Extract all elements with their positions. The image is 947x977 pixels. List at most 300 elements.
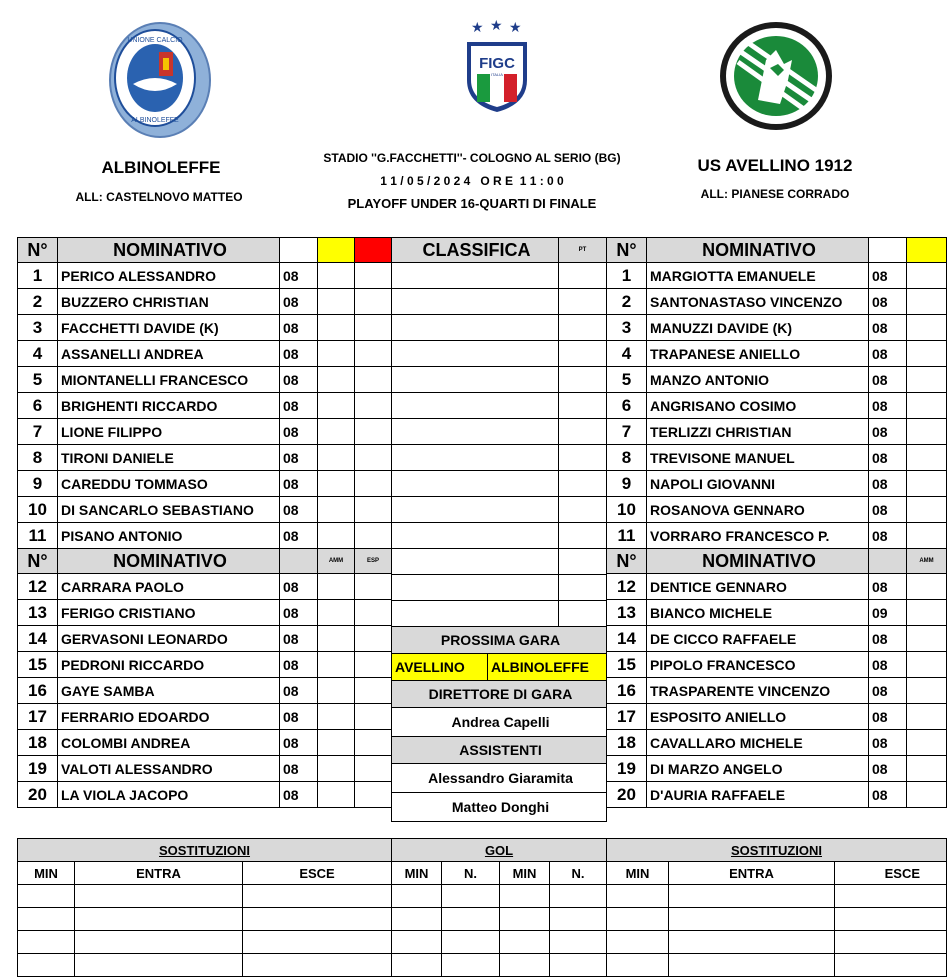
home-sub-number: 17 — [18, 704, 58, 730]
gol-cell[interactable] — [550, 931, 607, 954]
away-sub-cell[interactable] — [669, 954, 835, 977]
gol-cell[interactable] — [392, 908, 442, 931]
home-sub-cell[interactable] — [75, 885, 243, 908]
gol-min-header-2: MIN — [500, 862, 550, 885]
home-sub-name: LA VIOLA JACOPO — [58, 782, 280, 808]
home-starter-card-cell[interactable] — [318, 445, 355, 471]
away-starter-name: TERLIZZI CHRISTIAN — [647, 419, 869, 445]
away-sub-row — [607, 704, 947, 730]
away-starter-number: 11 — [607, 523, 647, 549]
away-starter-name: SANTONASTASO VINCENZO — [647, 289, 869, 315]
away-starter-row — [607, 341, 947, 367]
away-starter-card-cell[interactable] — [907, 419, 947, 445]
gol-cell[interactable] — [442, 908, 500, 931]
home-starter-name: BRIGHENTI RICCARDO — [58, 393, 280, 419]
goals-label: GOL — [484, 842, 514, 858]
home-team-name: ALBINOLEFFE — [101, 158, 221, 177]
home-sub-number: 18 — [18, 730, 58, 756]
home-starter-card-cell[interactable] — [355, 419, 392, 445]
gol-cell[interactable] — [550, 908, 607, 931]
figc-logo-text: FIGC — [479, 55, 515, 72]
home-sub-row — [18, 704, 392, 730]
home-sub-name: VALOTI ALESSANDRO — [58, 756, 280, 782]
away-starter-card-cell[interactable] — [907, 263, 947, 289]
away-sub-cell[interactable] — [607, 885, 669, 908]
away-starter-row — [607, 497, 947, 523]
home-header-name: NOMINATIVO — [58, 238, 280, 263]
classifica-team-cell[interactable] — [392, 393, 559, 419]
home-sub-row — [18, 756, 392, 782]
away-sub-name: PIPOLO FRANCESCO — [647, 652, 869, 678]
next-match-away: ALBINOLEFFE — [488, 654, 607, 681]
gol-cell[interactable] — [392, 954, 442, 977]
home-starter-card-cell[interactable] — [318, 393, 355, 419]
away-starter-row — [607, 419, 947, 445]
away-sub-card-cell[interactable] — [907, 782, 947, 808]
away-starter-name: MARGIOTTA EMANUELE — [647, 263, 869, 289]
match-stadium: STADIO ''G.FACCHETTI''- COLOGNO AL SERIO (BG) — [323, 151, 621, 165]
classifica-pt-cell[interactable] — [559, 497, 607, 523]
away-sub-name: DENTICE GENNARO — [647, 574, 869, 600]
home-starter-row — [18, 315, 392, 341]
home-starter-row — [18, 367, 392, 393]
home-header-num: N° — [18, 238, 58, 263]
home-starter-card-cell[interactable] — [318, 289, 355, 315]
gol-cell[interactable] — [442, 954, 500, 977]
away-starter-row — [607, 315, 947, 341]
away-sub-card-cell[interactable] — [907, 704, 947, 730]
home-sub-entra-header: ENTRA — [75, 862, 243, 885]
home-sub-year: 08 — [280, 678, 318, 704]
away-starter-row — [607, 393, 947, 419]
away-sub-cell[interactable] — [835, 908, 947, 931]
away-sub-card-cell[interactable] — [907, 652, 947, 678]
home-sub-card-cell[interactable] — [355, 730, 392, 756]
classifica-pt-cell[interactable] — [559, 341, 607, 367]
away-sub-cell[interactable] — [607, 908, 669, 931]
home-starter-card-cell[interactable] — [318, 523, 355, 549]
classifica-team-cell[interactable] — [392, 289, 559, 315]
gol-cell[interactable] — [550, 885, 607, 908]
away-starter-card-cell[interactable] — [907, 523, 947, 549]
home-starter-card-cell[interactable] — [355, 523, 392, 549]
away-sub-row — [607, 574, 947, 600]
classifica-pt-cell[interactable] — [559, 575, 607, 601]
home-sub-name: COLOMBI ANDREA — [58, 730, 280, 756]
away-sub-name: ESPOSITO ANIELLO — [647, 704, 869, 730]
away-sub-entra-header: ENTRA — [669, 862, 835, 885]
home-starter-name: CAREDDU TOMMASO — [58, 471, 280, 497]
classifica-pt-cell[interactable] — [559, 263, 607, 289]
classifica-team-cell[interactable] — [392, 341, 559, 367]
classifica-pt-cell[interactable] — [559, 601, 607, 627]
home-starter-card-cell[interactable] — [355, 445, 392, 471]
classifica-pt-cell[interactable] — [559, 367, 607, 393]
away-starter-year: 08 — [869, 523, 907, 549]
away-starter-year: 08 — [869, 289, 907, 315]
home-yellow-card-header — [318, 238, 355, 263]
home-esp-header: ESP — [355, 549, 392, 574]
goals-title — [392, 839, 607, 862]
home-starter-card-cell[interactable] — [355, 263, 392, 289]
classifica-pt-cell[interactable] — [559, 393, 607, 419]
classifica-team-cell[interactable] — [392, 445, 559, 471]
away-starter-row — [607, 289, 947, 315]
home-sub-row — [18, 626, 392, 652]
gol-cell[interactable] — [392, 931, 442, 954]
home-coach: ALL: CASTELNOVO MATTEO — [75, 190, 243, 204]
away-starter-card-cell[interactable] — [907, 497, 947, 523]
away-sub-card-cell[interactable] — [907, 730, 947, 756]
classifica-team-cell[interactable] — [392, 575, 559, 601]
home-sub-card-cell[interactable] — [355, 756, 392, 782]
away-starter-number: 7 — [607, 419, 647, 445]
gol-cell[interactable] — [500, 885, 550, 908]
home-subs-header-year — [280, 549, 318, 574]
home-starter-year: 08 — [280, 315, 318, 341]
home-starter-row — [18, 445, 392, 471]
away-subs-header-year — [869, 549, 907, 574]
away-starter-row — [607, 367, 947, 393]
away-sub-name: D'AURIA RAFFAELE — [647, 782, 869, 808]
home-sub-year: 08 — [280, 756, 318, 782]
gol-min-header-1: MIN — [392, 862, 442, 885]
home-starter-card-cell[interactable] — [318, 341, 355, 367]
gol-n-header-1: N. — [442, 862, 500, 885]
home-starter-card-cell[interactable] — [355, 367, 392, 393]
away-coach: ALL: PIANESE CORRADO — [700, 187, 850, 201]
away-sub-cell[interactable] — [835, 931, 947, 954]
away-header-num: N° — [607, 238, 647, 263]
home-starter-card-cell[interactable] — [355, 393, 392, 419]
albinoleffe-logo — [107, 20, 213, 140]
home-sub-name: FERIGO CRISTIANO — [58, 600, 280, 626]
home-starter-name: PISANO ANTONIO — [58, 523, 280, 549]
away-starter-number: 5 — [607, 367, 647, 393]
assistant-2: Matteo Donghi — [392, 793, 607, 822]
svg-text:★: ★ — [509, 19, 522, 35]
away-starter-card-cell[interactable] — [907, 471, 947, 497]
home-starter-name: TIRONI DANIELE — [58, 445, 280, 471]
classifica-team-cell[interactable] — [392, 367, 559, 393]
home-starter-card-cell[interactable] — [355, 315, 392, 341]
classifica-pt-cell[interactable] — [559, 419, 607, 445]
away-starter-name: MANZO ANTONIO — [647, 367, 869, 393]
home-sub-card-cell[interactable] — [318, 730, 355, 756]
away-sub-card-cell[interactable] — [907, 756, 947, 782]
classifica-pt-cell[interactable] — [559, 445, 607, 471]
away-starter-year: 08 — [869, 445, 907, 471]
home-starter-number: 11 — [18, 523, 58, 549]
away-sub-number: 16 — [607, 678, 647, 704]
away-sub-esce-header: ESCE — [835, 862, 947, 885]
home-sub-row — [18, 782, 392, 808]
away-sub-cell[interactable] — [669, 885, 835, 908]
away-lineup-table — [606, 237, 947, 808]
away-sub-year: 08 — [869, 678, 907, 704]
referee-name: Andrea Capelli — [392, 708, 607, 737]
classifica-team-cell[interactable] — [392, 419, 559, 445]
away-starter-number: 9 — [607, 471, 647, 497]
albinoleffe-logo-bottom-text: ALBINOLEFFE — [131, 117, 179, 124]
home-sub-cell[interactable] — [243, 931, 392, 954]
away-sub-year: 08 — [869, 652, 907, 678]
home-sub-number: 20 — [18, 782, 58, 808]
away-starter-number: 8 — [607, 445, 647, 471]
classifica-team-cell[interactable] — [392, 263, 559, 289]
home-starter-card-cell[interactable] — [355, 471, 392, 497]
home-sub-name: FERRARIO EDOARDO — [58, 704, 280, 730]
away-sub-card-cell[interactable] — [907, 626, 947, 652]
classifica-pt-cell[interactable] — [559, 289, 607, 315]
home-sub-row — [18, 574, 392, 600]
home-starter-card-cell[interactable] — [355, 289, 392, 315]
away-subs-header-name: NOMINATIVO — [647, 549, 869, 574]
pt-header: PT — [559, 238, 607, 263]
gol-cell[interactable] — [500, 931, 550, 954]
away-sub-number: 12 — [607, 574, 647, 600]
match-competition: PLAYOFF UNDER 16-QUARTI DI FINALE — [347, 196, 597, 211]
home-sub-card-cell[interactable] — [355, 782, 392, 808]
classifica-team-cell[interactable] — [392, 523, 559, 549]
away-sub-row — [607, 600, 947, 626]
away-sub-year: 08 — [869, 782, 907, 808]
home-starter-name: FACCHETTI DAVIDE (K) — [58, 315, 280, 341]
classifica-pt-cell[interactable] — [559, 549, 607, 575]
away-subs-header-num: N° — [607, 549, 647, 574]
away-header-year — [869, 238, 907, 263]
home-red-card-header — [355, 238, 392, 263]
away-sub-name: DE CICCO RAFFAELE — [647, 626, 869, 652]
home-starter-year: 08 — [280, 471, 318, 497]
home-starter-row — [18, 523, 392, 549]
gol-cell[interactable] — [442, 885, 500, 908]
home-starter-number: 1 — [18, 263, 58, 289]
classifica-pt-cell[interactable] — [559, 471, 607, 497]
home-sub-name: GAYE SAMBA — [58, 678, 280, 704]
home-sub-year: 08 — [280, 626, 318, 652]
away-starter-card-cell[interactable] — [907, 367, 947, 393]
home-sub-cell[interactable] — [75, 954, 243, 977]
home-sub-cell[interactable] — [243, 908, 392, 931]
home-sub-cell[interactable] — [18, 954, 75, 977]
home-sub-row — [18, 678, 392, 704]
home-starter-name: MIONTANELLI FRANCESCO — [58, 367, 280, 393]
away-sub-row — [607, 782, 947, 808]
away-starter-year: 08 — [869, 341, 907, 367]
classifica-pt-cell[interactable] — [559, 523, 607, 549]
away-starter-number: 6 — [607, 393, 647, 419]
away-starter-card-cell[interactable] — [907, 315, 947, 341]
home-sub-name: CARRARA PAOLO — [58, 574, 280, 600]
classifica-team-cell[interactable] — [392, 601, 559, 627]
home-substitutions-label: SOSTITUZIONI — [159, 842, 251, 858]
away-starter-year: 08 — [869, 497, 907, 523]
home-starter-card-cell[interactable] — [355, 497, 392, 523]
home-amm-header: AMM — [318, 549, 355, 574]
home-starter-row — [18, 471, 392, 497]
away-starter-year: 08 — [869, 263, 907, 289]
home-starter-number: 6 — [18, 393, 58, 419]
away-starter-year: 08 — [869, 315, 907, 341]
away-sub-number: 20 — [607, 782, 647, 808]
away-starter-card-cell[interactable] — [907, 393, 947, 419]
home-sub-year: 08 — [280, 782, 318, 808]
away-sub-cell[interactable] — [835, 885, 947, 908]
home-sub-cell[interactable] — [18, 931, 75, 954]
classifica-team-cell[interactable] — [392, 471, 559, 497]
home-sub-cell[interactable] — [18, 885, 75, 908]
home-starter-name: PERICO ALESSANDRO — [58, 263, 280, 289]
away-sub-number: 17 — [607, 704, 647, 730]
home-sub-card-cell[interactable] — [355, 626, 392, 652]
away-sub-year: 08 — [869, 574, 907, 600]
gol-cell[interactable] — [550, 954, 607, 977]
home-sub-cell[interactable] — [243, 885, 392, 908]
home-starter-number: 8 — [18, 445, 58, 471]
home-starter-number: 9 — [18, 471, 58, 497]
home-sub-card-cell[interactable] — [318, 756, 355, 782]
home-starter-year: 08 — [280, 263, 318, 289]
away-sub-cell[interactable] — [669, 908, 835, 931]
home-starter-year: 08 — [280, 367, 318, 393]
home-starter-name: ASSANELLI ANDREA — [58, 341, 280, 367]
home-substitutions-table — [17, 838, 392, 977]
away-starter-name: ANGRISANO COSIMO — [647, 393, 869, 419]
home-sub-number: 14 — [18, 626, 58, 652]
home-sub-cell[interactable] — [243, 954, 392, 977]
home-starter-year: 08 — [280, 289, 318, 315]
away-starter-year: 08 — [869, 471, 907, 497]
gol-cell[interactable] — [500, 908, 550, 931]
away-starter-number: 4 — [607, 341, 647, 367]
away-starter-year: 08 — [869, 393, 907, 419]
home-sub-year: 08 — [280, 652, 318, 678]
home-starter-number: 3 — [18, 315, 58, 341]
home-starter-year: 08 — [280, 523, 318, 549]
away-sub-row — [607, 626, 947, 652]
away-sub-number: 19 — [607, 756, 647, 782]
away-sub-year: 08 — [869, 704, 907, 730]
home-sub-card-cell[interactable] — [318, 626, 355, 652]
classifica-pt-cell[interactable] — [559, 315, 607, 341]
away-starter-name: TRAPANESE ANIELLO — [647, 341, 869, 367]
home-sub-cell[interactable] — [75, 908, 243, 931]
referee-title: DIRETTORE DI GARA — [392, 681, 607, 708]
away-sub-card-cell[interactable] — [907, 678, 947, 704]
home-sub-number: 19 — [18, 756, 58, 782]
away-sub-year: 08 — [869, 626, 907, 652]
home-sub-card-cell[interactable] — [355, 652, 392, 678]
home-starter-name: DI SANCARLO SEBASTIANO — [58, 497, 280, 523]
svg-text:★: ★ — [471, 19, 484, 35]
away-sub-name: CAVALLARO MICHELE — [647, 730, 869, 756]
home-starter-number: 7 — [18, 419, 58, 445]
home-sub-cell[interactable] — [75, 931, 243, 954]
home-starter-card-cell[interactable] — [318, 419, 355, 445]
home-starter-card-cell[interactable] — [318, 497, 355, 523]
home-sub-number: 15 — [18, 652, 58, 678]
classifica-team-cell[interactable] — [392, 497, 559, 523]
away-sub-row — [607, 730, 947, 756]
home-sub-card-cell[interactable] — [355, 574, 392, 600]
away-sub-cell[interactable] — [669, 931, 835, 954]
home-sub-card-cell[interactable] — [355, 600, 392, 626]
home-starter-year: 08 — [280, 393, 318, 419]
home-sub-year: 08 — [280, 600, 318, 626]
home-sub-card-cell[interactable] — [318, 678, 355, 704]
away-starter-year: 08 — [869, 367, 907, 393]
away-starter-row — [607, 523, 947, 549]
away-substitutions-label: SOSTITUZIONI — [731, 842, 823, 858]
away-sub-card-cell[interactable] — [907, 600, 947, 626]
home-sub-card-cell[interactable] — [318, 600, 355, 626]
home-starter-card-cell[interactable] — [318, 367, 355, 393]
away-header-name: NOMINATIVO — [647, 238, 869, 263]
away-starter-card-cell[interactable] — [907, 289, 947, 315]
next-match-home: AVELLINO — [392, 654, 488, 681]
home-starter-card-cell[interactable] — [318, 263, 355, 289]
away-sub-cell[interactable] — [835, 954, 947, 977]
home-starter-row — [18, 341, 392, 367]
home-sub-year: 08 — [280, 704, 318, 730]
home-starter-year: 08 — [280, 497, 318, 523]
away-amm-header: AMM — [907, 549, 947, 574]
home-sub-cell[interactable] — [18, 908, 75, 931]
classifica-team-cell[interactable] — [392, 315, 559, 341]
home-starter-year: 08 — [280, 341, 318, 367]
away-sub-number: 14 — [607, 626, 647, 652]
avellino-logo — [718, 20, 834, 132]
figc-logo — [455, 18, 539, 114]
home-sub-card-cell[interactable] — [318, 652, 355, 678]
home-starter-card-cell[interactable] — [318, 315, 355, 341]
home-starter-card-cell[interactable] — [355, 341, 392, 367]
home-subs-header-name: NOMINATIVO — [58, 549, 280, 574]
away-starter-number: 1 — [607, 263, 647, 289]
home-subs-header-num: N° — [18, 549, 58, 574]
away-sub-name: DI MARZO ANGELO — [647, 756, 869, 782]
home-sub-min-header: MIN — [18, 862, 75, 885]
away-sub-card-cell[interactable] — [907, 574, 947, 600]
away-sub-cell[interactable] — [607, 931, 669, 954]
home-sub-card-cell[interactable] — [355, 678, 392, 704]
away-sub-cell[interactable] — [607, 954, 669, 977]
home-sub-card-cell[interactable] — [318, 782, 355, 808]
home-starter-card-cell[interactable] — [318, 471, 355, 497]
gol-cell[interactable] — [392, 885, 442, 908]
goals-table — [391, 838, 607, 977]
gol-cell[interactable] — [500, 954, 550, 977]
home-lineup-table — [17, 237, 392, 808]
away-sub-min-header: MIN — [607, 862, 669, 885]
home-starter-number: 2 — [18, 289, 58, 315]
home-sub-card-cell[interactable] — [318, 704, 355, 730]
away-starter-number: 3 — [607, 315, 647, 341]
away-sub-name: TRASPARENTE VINCENZO — [647, 678, 869, 704]
away-starter-card-cell[interactable] — [907, 445, 947, 471]
home-sub-card-cell[interactable] — [318, 574, 355, 600]
classifica-team-cell[interactable] — [392, 549, 559, 575]
home-starter-row — [18, 419, 392, 445]
away-starter-card-cell[interactable] — [907, 341, 947, 367]
home-sub-year: 08 — [280, 574, 318, 600]
away-team-name: US AVELLINO 1912 — [697, 156, 853, 175]
away-starter-row — [607, 471, 947, 497]
gol-cell[interactable] — [442, 931, 500, 954]
home-sub-card-cell[interactable] — [355, 704, 392, 730]
away-starter-name: TREVISONE MANUEL — [647, 445, 869, 471]
